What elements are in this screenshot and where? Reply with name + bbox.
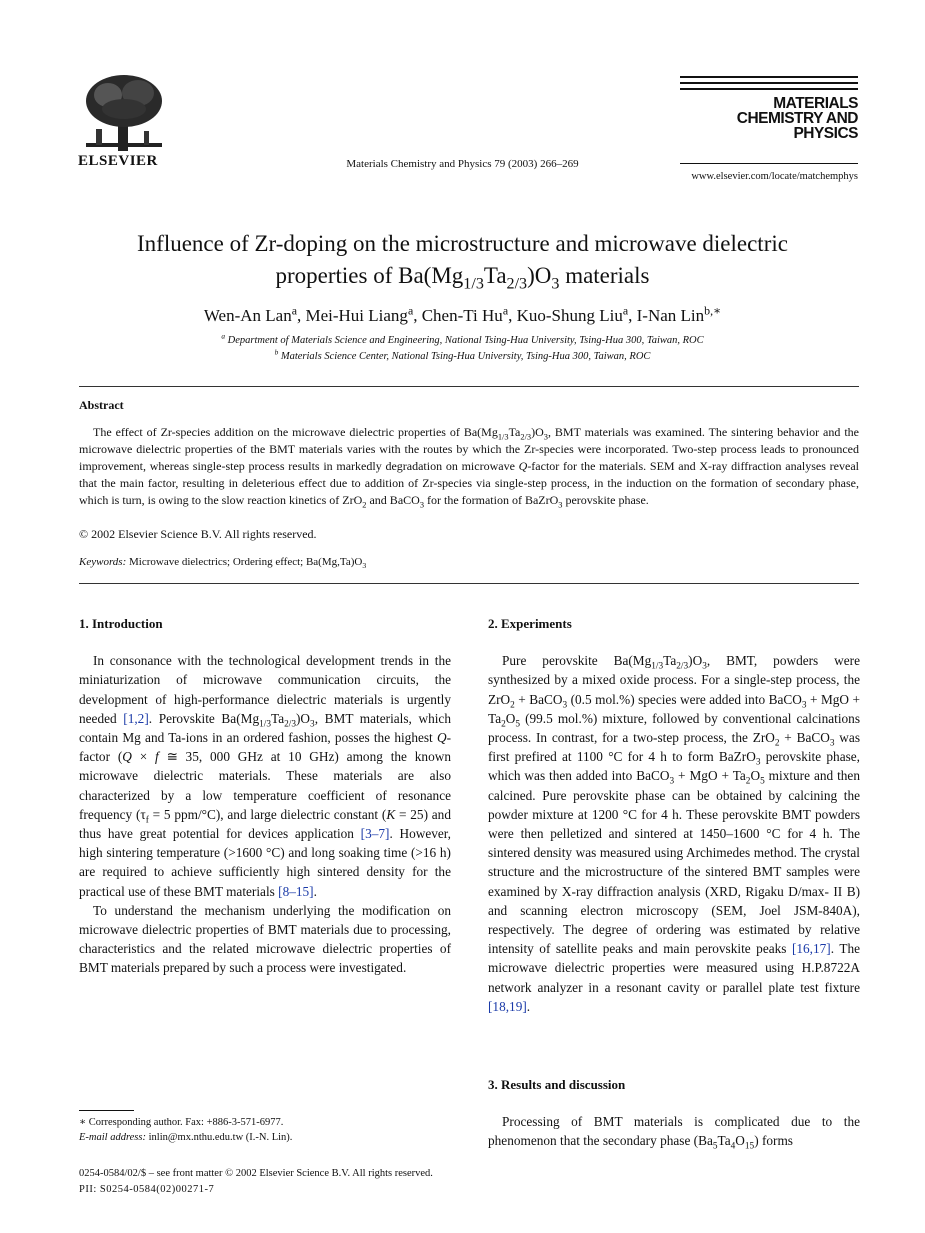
divider <box>79 583 859 584</box>
journal-title-rule <box>680 76 858 78</box>
citation-link: [18,19] <box>488 998 527 1014</box>
section-heading: 1. Introduction <box>79 616 163 631</box>
author: Wen-An Lan <box>203 306 292 325</box>
author: Mei-Hui Liang <box>305 306 408 325</box>
section-introduction <box>79 614 451 978</box>
author: Chen-Ti Hu <box>421 306 503 325</box>
section-results <box>488 1075 860 1151</box>
journal-reference: Materials Chemistry and Physics 79 (2003) 266–269 <box>346 158 579 170</box>
paragraph: In consonance with the technological development trends in the miniaturization of microwave communication circuits, the development of high-performance dielectric materials is urgently needed [1,2]. Perovskite $Ba(Mg_{1/3}Ta_{2/3})O_3$, BMT materials, which contain Mg and Ta-ions in an ordered fashion, posses the highest Q-factor (Q × f ≅ 35, 000 GHz at 10 GHz) among the known microwave dielectric materials. These materials are also characterized by a low temperature coefficient of resonance frequency ($\tau_f = 5$ ppm/°C), and large dielectric constant (K = 25) and thus have great potential for devices application [3–7]. However, high sintering temperature (>1600 °C) and long soaking time (>16 h) are required to achieve sufficiently high sintered density for the practical use of these BMT materials [8–15]. <box>79 653 451 899</box>
affiliation: $^a$ Department of Materials Science and Engineering, National Tsing-Hua University, Tsing-Hua 300, Taiwan, ROC <box>221 331 704 346</box>
publisher-name: ELSEVIER <box>78 153 158 169</box>
author: Kuo-Shung Liu <box>516 306 623 325</box>
abstract-heading: Abstract <box>79 398 124 412</box>
section-heading: 2. Experiments <box>488 616 572 631</box>
footnote-corresponding: ∗ Corresponding author. Fax: +886-3-571-6977. <box>79 1117 284 1128</box>
paragraph: Processing of BMT materials is complicated due to the phenomenon that the secondary phase $(Ba_5Ta_4O_{15})$ forms <box>488 1114 860 1153</box>
citation-link: [16,17] <box>791 941 831 957</box>
author: I-Nan Lin <box>636 306 705 325</box>
journal-title-rule <box>680 88 858 90</box>
citation-link: [3–7] <box>360 826 390 842</box>
pii-line: PII: S0254-0584(02)00271-7 <box>79 1184 215 1195</box>
journal-title-rule <box>680 82 858 84</box>
paragraph: Pure perovskite $Ba(Mg_{1/3}Ta_{2/3})O_3$, BMT, powders were synthesized by a mixed oxide process. For a single-step process, the ZrO$_2$ + BaCO$_3$ (0.5 mol.%) species were added into BaCO$_3$ + MgO + $Ta_2O_5$ (99.5 mol.%) mixture, followed by conventional calcinations process. In contrast, for a two-step process, the ZrO$_2$ + BaCO$_3$ was first prefired at 1100 °C for 4 h to form BaZrO$_3$ perovskite phase, which was then added into BaCO$_3$ + MgO + $Ta_2O_5$ mixture and then calcined. Pure perovskite phase can be obtained by calcining the powder mixture at 1200 °C for 4 h. These perovskite BMT powders were then pelletized and sintered at 1450–1600 °C for 4 h. The sintered density was measured using Archimedes method. The crystal structure and the microstructure of the sintered BMT samples were examined by X-ray diffraction analysis (XRD, Rigaku D/max- II B) and scanning electron microscopy (SEM, Joel JSM-840A), respectively. The degree of ordering was estimated by relative intensity of satellite peaks and main perovskite peaks [16,17]. The microwave dielectric properties were measured using H.P.8722A network analyzer in a resonant cavity or parallel plate test fixture [18,19]. <box>488 653 860 1014</box>
article-title: Influence of Zr-doping on the microstructure and microwave dielectric properties of $Ba(Mg_{1/3}Ta_{2/3})O_3$ materials <box>137 231 788 293</box>
footnote-email: E-mail address: inlin@mx.nthu.edu.tw (I.-N. Lin). <box>79 1132 293 1143</box>
keywords: Keywords: Microwave dielectrics; Ordering effect; $Ba(Mg,Ta)O_3$ <box>79 556 367 571</box>
paragraph: To understand the mechanism underlying the modification on microwave dielectric properties of BMT materials due to processing, characteristics and the related microwave dielectric properties of BMT materials prepared by such a process were investigated. <box>79 902 451 976</box>
affiliation: $^b$ Materials Science Center, National Tsing-Hua University, Tsing-Hua 300, Taiwan, ROC <box>274 347 651 362</box>
section-heading: 3. Results and discussion <box>488 1077 626 1092</box>
abstract-copyright: © 2002 Elsevier Science B.V. All rights reserved. <box>79 527 317 541</box>
issn-line: 0254-0584/02/$ – see front matter © 2002 Elsevier Science B.V. All rights reserved. <box>79 1168 433 1179</box>
citation-link: [1,2] <box>123 710 149 726</box>
journal-title: MATERIALS CHEMISTRY AND PHYSICS <box>736 95 858 142</box>
author-list: Wen-An Lan$^a$, Mei-Hui Liang$^a$, Chen-Ti Hu$^a$, Kuo-Shung Liu$^a$, I-Nan Lin$^{b,∗}$ <box>203 303 722 325</box>
abstract-body: The effect of Zr-species addition on the microwave dielectric properties of $Ba(Mg_{1/3}Ta_{2/3})O_3$, BMT materials was examined. The sintering behavior and the microwave dielectric properties of the BMT materials varies with the routes by which the Zr-species were incorporated. Two-step process leads to pronounced improvement, whereas single-step process results in markedly degradation on microwave Q-factor for the materials. SEM and X-ray diffraction analyses reveal that the main factor, resulting in deleterious effect due to addition of Zr-species via single-step process, in the induction on the formation of secondary phase, which is turn, is owing to the slow reaction kinetics of ZrO$_2$ and BaCO$_3$ for the formation of BaZrO$_3$ perovskite phase. <box>79 425 859 510</box>
journal-url-rule <box>680 163 858 164</box>
citation-link: [8–15] <box>278 883 314 899</box>
divider <box>79 386 859 387</box>
footnote-rule <box>79 1110 134 1111</box>
journal-url[interactable]: www.elsevier.com/locate/matchemphys <box>691 171 858 182</box>
section-experiments <box>488 614 860 1016</box>
email-link[interactable]: inlin@mx.nthu.edu.tw (I.-N. Lin). <box>148 1132 293 1143</box>
